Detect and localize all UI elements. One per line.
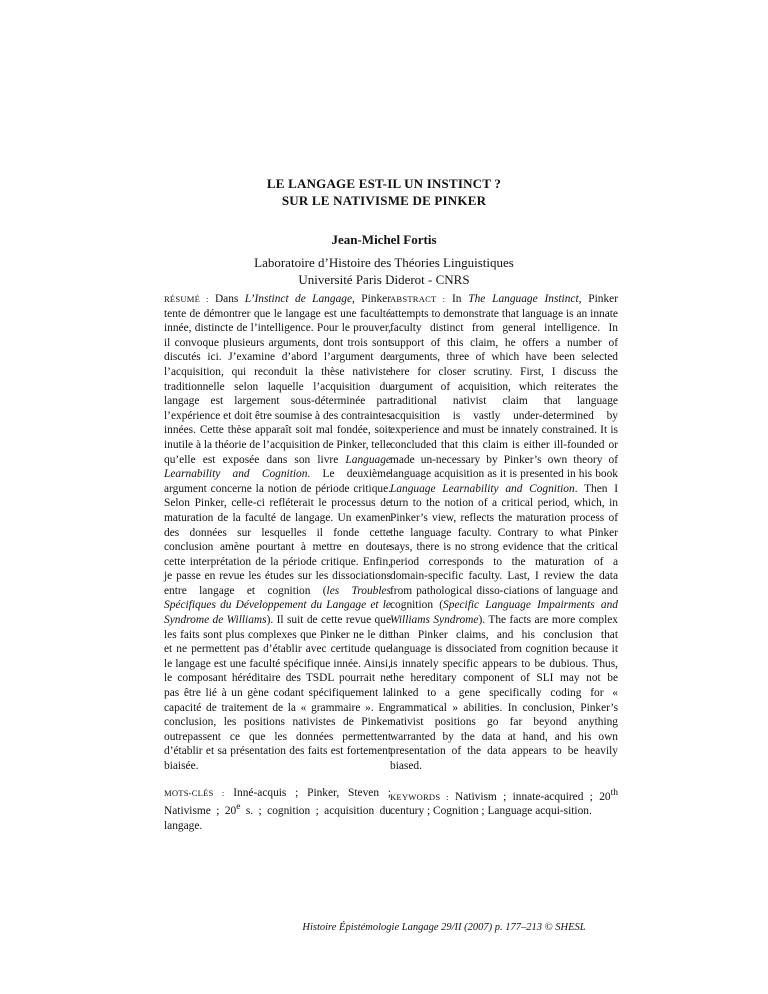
abstract-text-4: ). The facts are more complex than Pinker claims, and his conclusion that language is dissociated from cognition because it is innately specific appears to be dubious. Thus, the hereditary component of SLI may not be linked to a gene specifically coding for « grammatical » abilities. In conclusion, Pinker’s nativist positions go far beyond anything warranted by the data at hand, and his own presentation of the data appears to be heavily biased. bbox=[390, 614, 618, 772]
keywords-superscript: th bbox=[610, 787, 618, 798]
resume-column bbox=[164, 292, 391, 833]
copyright-notice: © SHESL bbox=[542, 922, 586, 933]
affiliation-line-1: Laboratoire d’Histoire des Théories Linguistiques bbox=[254, 255, 514, 270]
resume-text-1: Dans bbox=[208, 293, 245, 305]
abstract-text-1: In bbox=[445, 293, 469, 305]
abstract-paragraph bbox=[390, 292, 618, 774]
journal-footer bbox=[0, 922, 768, 933]
title-block bbox=[0, 175, 768, 288]
resume-book-title-1: L’Instinct de Langage bbox=[244, 293, 353, 305]
author-name: Jean-Michel Fortis bbox=[331, 232, 437, 247]
article-title-line-1: LE LANGAGE EST-IL UN INSTINCT ? bbox=[266, 176, 502, 191]
abstract-label: ABSTRACT : bbox=[390, 294, 446, 304]
mots-cles-text-a: Inné-acquis ; Pinker, Steven ; Nativisme ; 20 bbox=[164, 786, 391, 817]
affiliation-line-2: Université Paris Diderot - CNRS bbox=[298, 272, 470, 287]
abstract-column bbox=[390, 292, 618, 819]
resume-text-3: . Le deuxième argument concerne la notion de période critique. Selon Pinker, celle-ci refléterait le processus de maturation de la faculté de langage. Un examen des données sur lesquelles il fonde cette conclusion amène pourtant à mettre en doute cette interprétation de la période critique. Enfin, je passe en revue les études sur les dissociations entre langage et cognition ( bbox=[164, 468, 391, 597]
abstract-text-3: . Then I turn to the notion of a critical period, which, in Pinker’s view, reflects the maturation process of the language faculty. Contrary to what Pinker says, there is no strong evidence that the critical period corresponds to the maturation of a domain-specific faculty. Last, I review the data from pathological disso-ciations of language and cognition ( bbox=[390, 482, 618, 612]
resume-book-title-3: les Troubles Spécifiques du Développement du Langage et le Syndrome de Williams bbox=[164, 584, 391, 627]
resume-text-2: , Pinker tente de démontrer que le langage est une faculté innée, distincte de l’intelligence. Pour le prouver, il convoque plusieurs arguments, dont trois sont discutés ici. J’examine d’abord l’argument de l’acquisition, qui reconduit la thèse nativiste traditionnelle selon laquelle l’acquisition du langage est largement sous-déterminée par l’expérience et doit être soumise à des contraintes innées. Cette thèse apparaît soit mal fondée, soit inutile à la théorie de l’acquisition de Pinker, telle qu’elle est exposée dans son livre bbox=[164, 293, 392, 466]
resume-paragraph bbox=[164, 292, 391, 774]
resume-book-title-2: Language Learnability and Cognition bbox=[164, 453, 391, 481]
keywords-label: KEYWORDS : bbox=[390, 791, 449, 802]
resume-text-4: ). Il suit de cette revue que les faits sont plus complexes que Pinker ne le dit et ne permettent pas d’établir avec certitude que le langage est une faculté spécifique innée. Ainsi, le composant héréditaire des TSDL pourrait ne pas être lié à un gène codant spécifiquement la capacité de traitement de la « grammaire ». En conclusion, les positions nativistes de Pinker outrepassent ce que les données permettent d’établir et sa présentation des faits est fortement biaisée. bbox=[164, 614, 391, 772]
abstract-book-title-2: Language Learnability and Cognition bbox=[390, 482, 575, 495]
mots-cles-superscript: e bbox=[236, 802, 241, 813]
keywords-paragraph bbox=[390, 786, 618, 819]
keywords-text-b: century ; Cognition ; Language acqui-sition. bbox=[390, 804, 592, 817]
mots-cles-paragraph bbox=[164, 786, 391, 834]
abstract-text-2: , Pinker attempts to demonstrate that language is an innate faculty distinct from general intelligence. In support of this claim, he offers a number of arguments, three of which have been selected here for closer scrutiny. First, I discuss the argument of acquisition, which reiterates the traditional nativist claim that language acquisition is vastly under-determined by experience and must be innately constrained. It is concluded that this claim is either ill-founded or made un-necessary by Pinker’s own theory of language acquisition as it is presented in his book bbox=[390, 293, 618, 481]
journal-citation: Histoire Épistémologie Langage 29/II (2007) p. 177–213 bbox=[302, 922, 543, 933]
mots-cles-label: MOTS-CLÉS : bbox=[164, 787, 225, 798]
resume-label: RÉSUMÉ : bbox=[164, 294, 209, 304]
abstract-book-title-1: The Language Instinct bbox=[468, 293, 579, 305]
article-title-line-2: SUR LE NATIVISME DE PINKER bbox=[281, 193, 487, 208]
mots-cles-text-b: s. ; cognition ; acquisition du langage. bbox=[164, 804, 391, 832]
abstract-book-title-3: Specific Language Impairments and Williams Syndrome bbox=[390, 599, 618, 627]
keywords-text-a: Nativism ; innate-acquired ; 20 bbox=[448, 790, 611, 803]
